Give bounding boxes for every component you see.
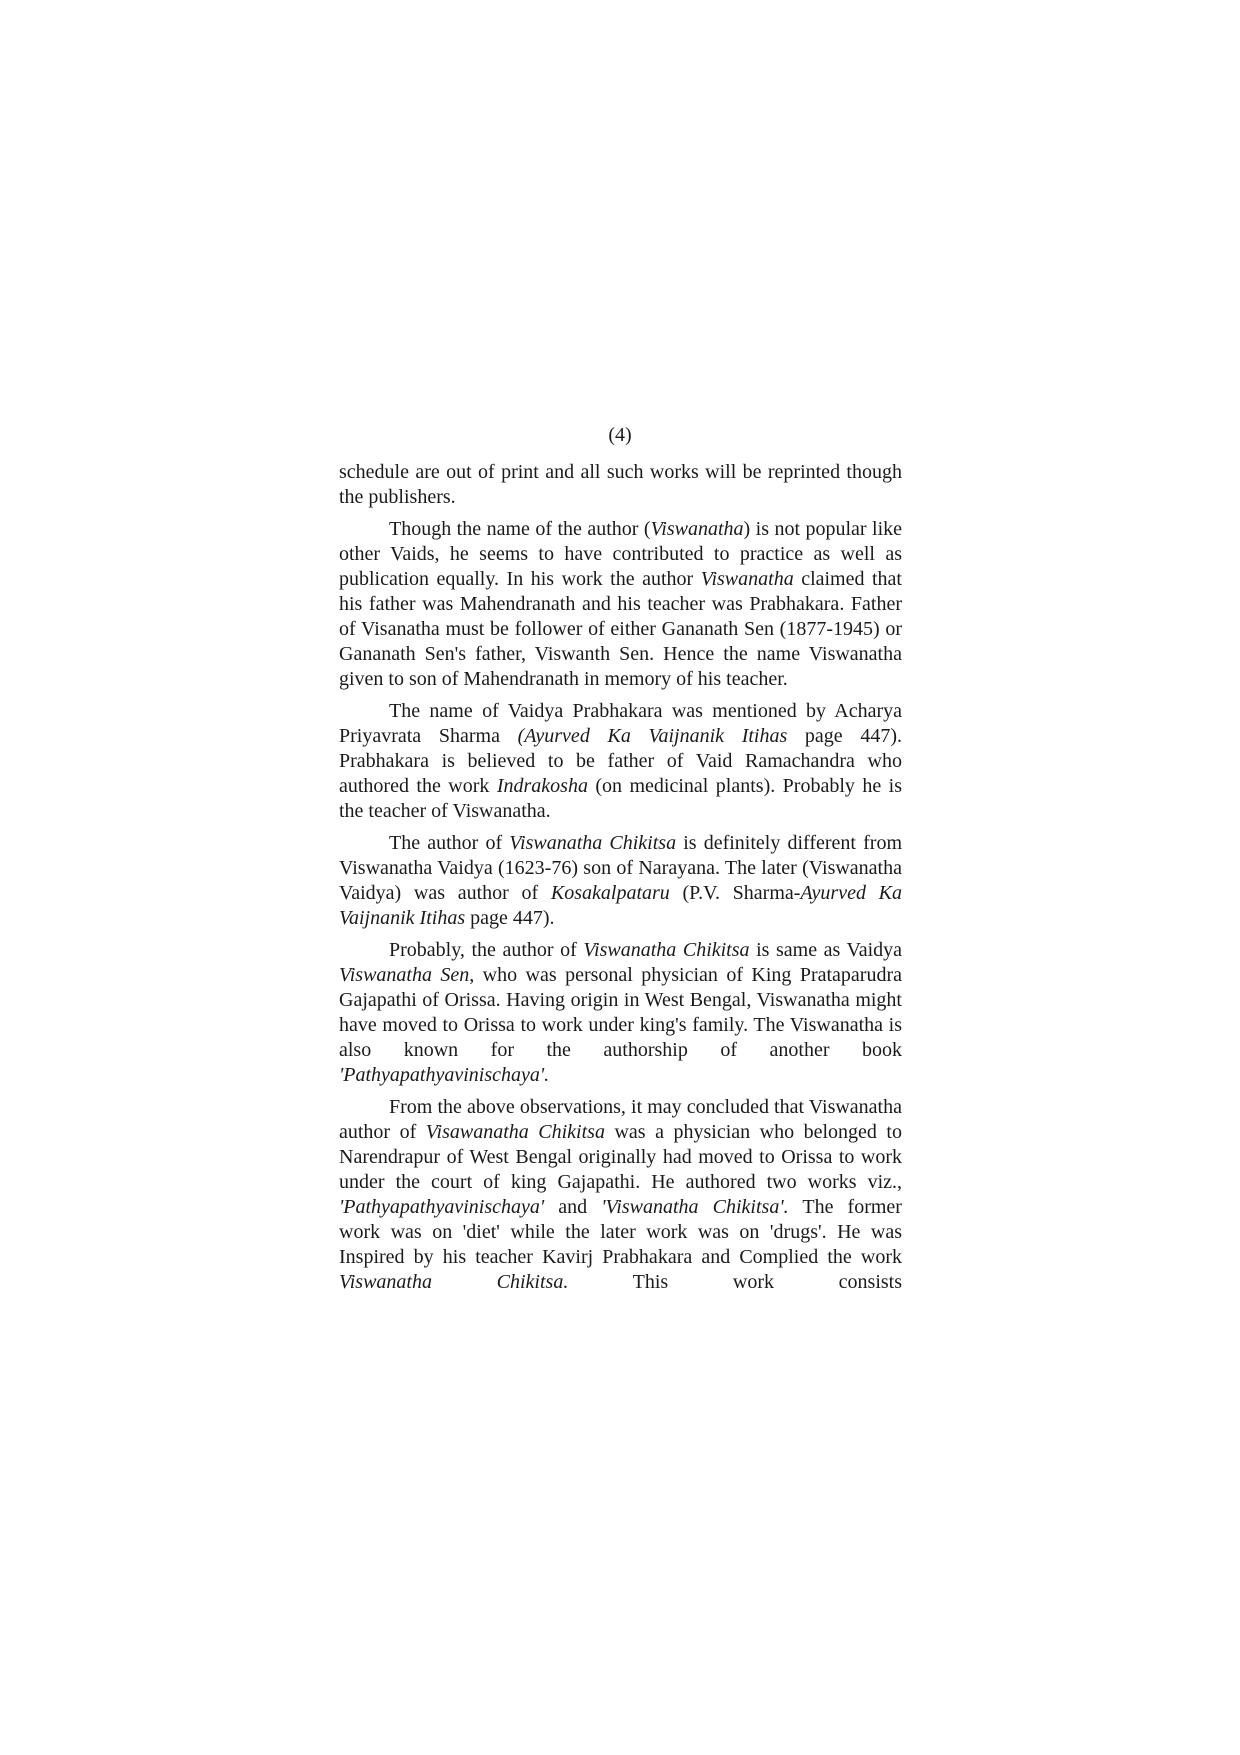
paragraph	[339, 699, 902, 824]
text-run: , who was personal physician of King Prataparudra Gajapathi of Orissa. Having origin in West Bengal, Viswanatha might have moved to Orissa to work under king's family. The Viswanatha is also known for the authorship of another book	[339, 964, 902, 1061]
text-run: From the above observations, it may concluded that Viswanatha author of	[339, 1096, 902, 1143]
italic-text: 'Pathyapathyavinischaya'.	[339, 1064, 550, 1086]
page-number: (4)	[608, 424, 632, 446]
text-run: is same as Vaidya	[749, 939, 903, 961]
text-run: and	[544, 1196, 602, 1218]
text-run: (P.V. Sharma-	[669, 882, 801, 904]
italic-text: Ayurved Ka Vaijnanik Itihas	[339, 882, 902, 929]
body-text	[339, 460, 902, 1302]
text-run: ) is not popular like other Vaids, he seems to have contributed to practice as well as publication equally. In his work the author	[339, 518, 903, 590]
text-run: is definitely different from Viswanatha Vaidya (1623-76) son of Narayana. The later (Viswanatha Vaidya) was author of	[339, 832, 902, 904]
italic-text: Viswanatha Sen	[339, 964, 470, 986]
italic-text: Kosakalpataru	[550, 882, 670, 904]
paragraph	[339, 1095, 902, 1295]
italic-text: 'Viswanatha Chikitsa'.	[601, 1196, 789, 1218]
paragraph	[339, 517, 902, 692]
italic-text: Viswanatha Chikitsa.	[339, 1271, 569, 1293]
italic-text: Visawanatha Chikitsa	[425, 1121, 605, 1143]
text-run: Though the name of the author (	[389, 518, 651, 540]
italic-text: Viswanatha Chikitsa	[509, 832, 677, 854]
text-run: Probably, the author of	[389, 939, 584, 961]
text-run: was a physician who belonged to Narendrapur of West Bengal originally had moved to Orissa to work under the court of king Gajapathi. He authored two works viz.,	[339, 1121, 902, 1193]
text-run: (on medicinal plants). Probably he is the teacher of Viswanatha.	[339, 775, 902, 822]
text-run: The former work was on 'diet' while the later work was on 'drugs'. He was Inspired by his teacher Kavirj Prabhakara and Complied the work	[339, 1196, 902, 1268]
text-run: This work consists	[568, 1271, 903, 1293]
text-run: The name of Vaidya Prabhakara was mentioned by Acharya Priyavrata Sharma	[339, 700, 902, 747]
text-run: claimed that his father was Mahendranath and his teacher was Prabhakara. Father of Visanatha must be follower of either Gananath Sen (1877-1945) or Gananath Sen's father, Viswanth Sen. Hence the name Viswanatha given to son of Mahendranath in memory of his teacher.	[339, 568, 902, 690]
italic-text: (Ayurved Ka Vaijnanik Itihas	[517, 725, 788, 747]
text-run: schedule are out of print and all such works will be reprinted though the publishers.	[339, 461, 902, 508]
paragraph	[339, 831, 902, 931]
text-run: page 447). Prabhakara is believed to be father of Vaid Ramachandra who authored the work	[339, 725, 903, 797]
text-run: page 447).	[465, 907, 555, 929]
italic-text: Viswanatha	[650, 518, 744, 540]
paragraph	[339, 938, 902, 1088]
italic-text: Indrakosha	[496, 775, 588, 797]
paragraph	[339, 460, 902, 510]
italic-text: 'Pathyapathyavinischaya'	[339, 1196, 545, 1218]
italic-text: Viswanatha Chikitsa	[583, 939, 750, 961]
text-run: The author of	[389, 832, 510, 854]
italic-text: Viswanatha	[700, 568, 794, 590]
